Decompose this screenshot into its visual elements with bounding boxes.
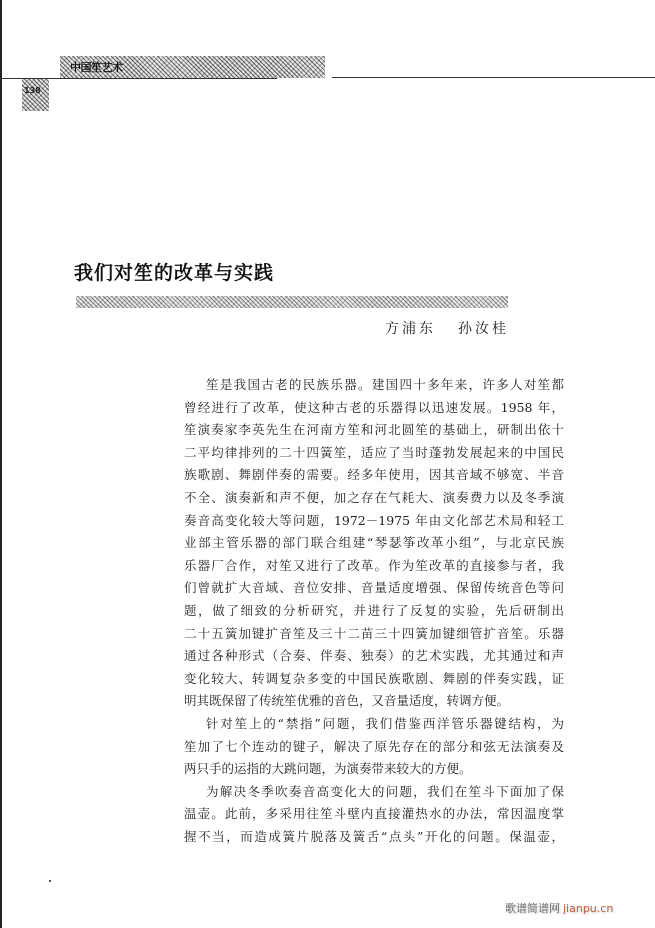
paragraph-1-line: 曾经进行了改革，使这种古老的乐器得以迅速发展。1958 年， (184, 399, 564, 415)
page-edge (0, 0, 2, 928)
paragraph-1-line: 奏音高变化较大等问题，1972－1975 年由文化部艺术局和轻工 (184, 512, 564, 528)
paragraph-1-line: 乐器厂合作，对笙又进行了改革。作为笙改革的直接参与者，我 (184, 557, 564, 573)
paragraph-2-line: 针对笙上的“禁指”问题，我们借鉴西洋管乐器键结构，为 (206, 715, 564, 731)
author-name: 孙汝桂 (458, 321, 509, 337)
author-name: 方浦东 (385, 321, 436, 337)
paragraph-1-line: 笙演奏家李英先生在河南方笙和河北圆笙的基础上，研制出依十 (184, 422, 564, 438)
watermark-site-name: 歌谱简谱网 (505, 902, 560, 915)
paragraph-1-line: 不全、演奏新和声不便，加之存在气耗大、演奏费力以及冬季演 (184, 489, 564, 505)
paragraph-3-line: 为解决冬季吹奏音高变化大的问题，我们在笙斗下面加了保 (206, 783, 564, 799)
paragraph-1-line: 笙是我国古老的民族乐器。建国四十多年来，许多人对笙都 (206, 377, 564, 392)
paragraph-1-line: 明其既保留了传统笙优雅的音色，又音量适度，转调方便。 (184, 693, 510, 709)
title-underline-band (76, 296, 508, 308)
paragraph-3-line: 握不当，而造成簧片脱落及簧舌“点头”开化的问题。保温壶， (184, 828, 564, 844)
scan-speck (49, 880, 51, 882)
paragraph-2-line: 两只手的运指的大跳问题，为演奏带来较大的方便。 (184, 761, 472, 777)
paragraph-1-line: 二十五簧加键扩音笙及三十二苗三十四簧加键细管扩音笙。乐器 (184, 625, 564, 641)
page-number: 138 (24, 86, 41, 95)
paragraph-2-line: 笙加了七个连动的键子，解决了原先存在的部分和弦无法演奏及 (184, 738, 564, 754)
paragraph-1-line: 通过各种形式（合奏、伴奏、独奏）的艺术实践，尤其通过和声 (184, 648, 564, 664)
paragraph-1-line: 族歌剧、舞剧伴奏的需要。经多年使用，因其音域不够宽、半音 (184, 467, 564, 483)
watermark-url: jianpu.cn (563, 902, 614, 915)
paragraph-1-line: 题，做了细致的分析研究，并进行了反复的实验，先后研制出 (184, 602, 564, 618)
paragraph-3-line: 温壶。此前，多采用往笙斗壁内直接灌热水的办法，常因温度掌 (184, 806, 564, 822)
article-title: 我们对笙的改革与实践 (74, 262, 275, 284)
paragraph-1-line: 业部主管乐器的部门联合组建“琴瑟筝改革小组”，与北京民族 (184, 535, 564, 551)
watermark (505, 900, 613, 916)
author-list (385, 318, 509, 338)
page-number-box (22, 79, 49, 111)
paragraph-1-line: 们曾就扩大音域、音位安排、音量适度增强、保留传统音色等问 (184, 580, 564, 596)
paragraph-1-line: 变化较大、转调复杂多变的中国民族歌剧、舞剧的伴奏实践，证 (184, 670, 564, 686)
running-header-title: 中国笙艺术 (70, 61, 123, 74)
article-body (184, 374, 564, 848)
paragraph-1-line: 二平均律排列的二十四簧笙，适应了当时蓬勃发展起来的中国民 (184, 444, 564, 460)
header-rule-right (332, 77, 655, 78)
